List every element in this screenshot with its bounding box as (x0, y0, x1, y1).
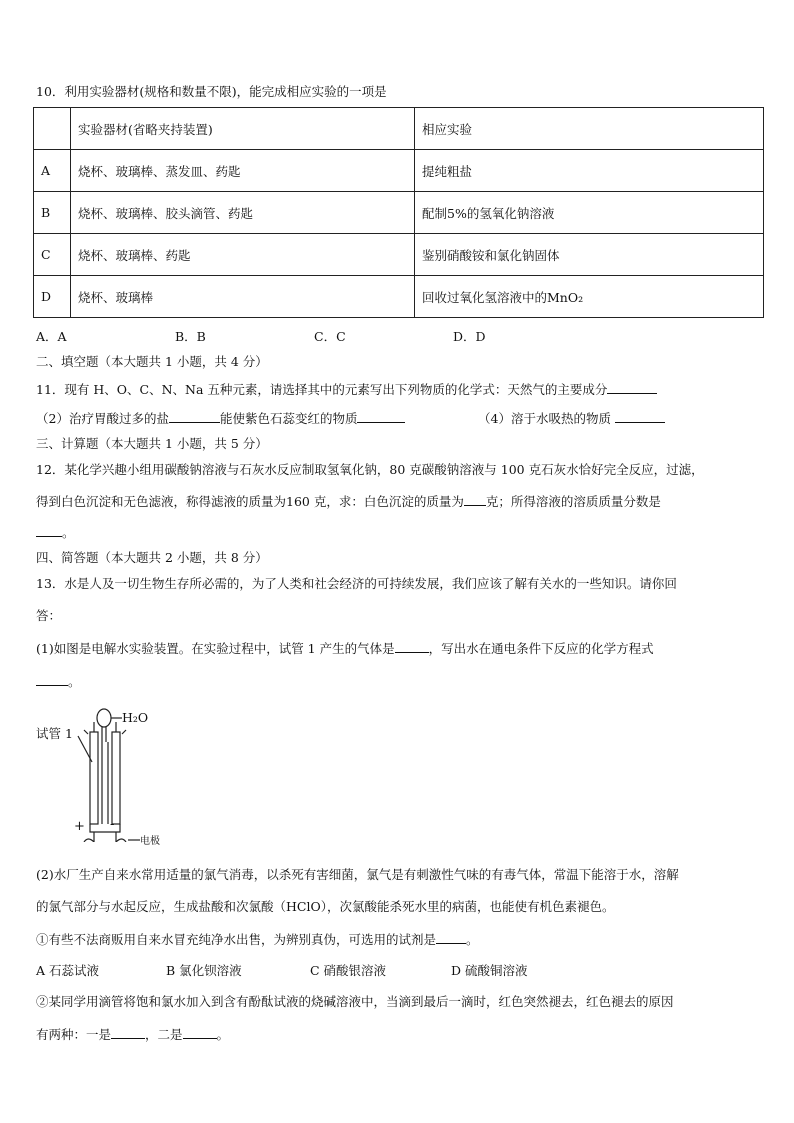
q13-s1-option-c: C 硝酸银溶液 (310, 963, 387, 978)
q13-s2-line2 (36, 1026, 229, 1043)
q13-line1: 13．水是人及一切生物生存所必需的，为了人类和社会经济的可持续发展，我们应该了解有关水的一些知识。请你回 (36, 576, 677, 591)
figure-tube-label: 试管 1 (36, 726, 73, 741)
q13-s1-option-a: A 石蕊试液 (36, 963, 100, 978)
figure-h2o-label: H₂O (122, 710, 149, 725)
answer-blank[interactable] (169, 410, 220, 423)
table-cell: A (34, 150, 71, 192)
figure-minus-sign: - (110, 817, 115, 832)
table-row (34, 150, 764, 192)
q10-option-a: A．A (36, 329, 67, 344)
q13-p2-line2: 的氯气部分与水起反应，生成盐酸和次氯酸（HClO），次氯酸能杀死水里的病菌，也能使有机色素褪色。 (36, 899, 615, 914)
q13-s1-option-d: D 硫酸铜溶液 (451, 963, 528, 978)
table-cell: B (34, 192, 71, 234)
table-cell: 鉴别硝酸铵和氯化钠固体 (415, 234, 764, 276)
table-cell: 烧杯、玻璃棒 (71, 276, 415, 318)
q13-p1c: 。 (68, 674, 81, 689)
q11-text: 11．现有 H、O、C、N、Na 五种元素，请选择其中的元素写出下列物质的化学式：天然气的主要成分 (36, 382, 608, 397)
figure-electrode-label: 电极 (140, 836, 160, 847)
section-heading-fill: 二、填空题（本大题共 1 小题，共 4 分） (36, 354, 268, 369)
answer-blank[interactable] (183, 1026, 217, 1039)
electrolysis-apparatus-diagram (36, 702, 196, 842)
q10-option-d: D．D (453, 329, 486, 344)
answer-blank[interactable] (36, 673, 68, 686)
q10-option-c: C．C (314, 329, 346, 344)
table-row (34, 192, 764, 234)
table-header-cell (34, 108, 71, 150)
q13-s2c: 。 (216, 1027, 230, 1042)
answer-blank[interactable] (36, 524, 62, 537)
q13-part1-line (36, 640, 654, 657)
q12-line2a: 得到白色沉淀和无色滤液，称得滤液的质量为160 克，求：白色沉淀的质量为 (36, 494, 464, 509)
answer-blank[interactable] (436, 931, 466, 944)
q13-p2-line1: (2)水厂生产自来水常用适量的氯气消毒，以杀死有害细菌，氯气是有刺激性气味的有毒气体，常温下能溶于水，溶解 (36, 867, 679, 882)
q12-line1: 12．某化学兴趣小组用碳酸钠溶液与石灰水反应制取氢氧化钠，80 克碳酸钠溶液与 100 克石灰水恰好完全反应，过滤， (36, 462, 704, 477)
q10-option-b: B．B (175, 329, 206, 344)
q12-line2b: 克；所得溶液的溶质质量分数是 (485, 494, 661, 509)
table-header-cell: 相应实验 (415, 108, 764, 150)
figure-plus-sign: + (74, 819, 85, 834)
table-cell: D (34, 276, 71, 318)
electrolysis-figure (36, 702, 196, 845)
answer-blank[interactable] (357, 410, 405, 423)
q11-part2a: （2）治疗胃酸过多的盐 (36, 411, 169, 426)
table-row (34, 276, 764, 318)
q13-s1-line (36, 931, 479, 948)
q13-s2-line1: ②某同学用滴管将饱和氯水加入到含有酚酞试液的烧碱溶液中，当滴到最后一滴时，红色突然褪去，红色褪去的原因 (36, 994, 674, 1009)
table-cell: 烧杯、玻璃棒、胶头滴管、药匙 (71, 192, 415, 234)
table-header-cell: 实验器材(省略夹持装置) (71, 108, 415, 150)
table-row (34, 234, 764, 276)
q13-line2: 答： (36, 608, 62, 623)
answer-blank[interactable] (111, 1026, 145, 1039)
q12-line3 (36, 524, 75, 541)
q12-line2 (36, 493, 661, 510)
table-cell: 烧杯、玻璃棒、药匙 (71, 234, 415, 276)
q11-part4-line (478, 410, 665, 427)
answer-blank[interactable] (464, 493, 486, 506)
q13-p1a: (1)如图是电解水实验装置。在实验过程中，试管 1 产生的气体是 (36, 641, 395, 656)
q11-line1 (36, 381, 657, 398)
answer-blank[interactable] (615, 410, 665, 423)
section-heading-calc: 三、计算题（本大题共 1 小题，共 5 分） (36, 436, 268, 451)
q13-part1-line2 (36, 673, 81, 690)
q11-part2b: 能使紫色石蕊变红的物质 (219, 411, 358, 426)
table-cell: 烧杯、玻璃棒、蒸发皿、药匙 (71, 150, 415, 192)
section-heading-short: 四、简答题（本大题共 2 小题，共 8 分） (36, 550, 268, 565)
q13-s1: ①有些不法商贩用自来水冒充纯净水出售，为辨别真伪，可选用的试剂是 (36, 932, 437, 947)
q11-part4: （4）溶于水吸热的物质 (478, 411, 611, 426)
q11-line2 (36, 410, 405, 427)
table-header-row (34, 108, 764, 150)
table-cell: 提纯粗盐 (415, 150, 764, 192)
table-cell: C (34, 234, 71, 276)
q13-s2a: 有两种：一是 (36, 1027, 112, 1042)
q13-p1b: ，写出水在通电条件下反应的化学方程式 (428, 641, 654, 656)
answer-blank[interactable] (395, 640, 429, 653)
table-cell: 配制5%的氢氧化钠溶液 (415, 192, 764, 234)
q12-line3-end: 。 (62, 525, 75, 540)
q10-stem: 10．利用实验器材(规格和数量不限)，能完成相应实验的一项是 (36, 84, 387, 99)
table-cell: 回收过氧化氢溶液中的MnO₂ (415, 276, 764, 318)
q13-s1-end: 。 (466, 932, 479, 947)
q10-table (33, 107, 764, 318)
answer-blank[interactable] (607, 381, 657, 394)
q13-s1-option-b: B 氯化钡溶液 (166, 963, 242, 978)
q13-s2b: ，二是 (145, 1027, 183, 1042)
